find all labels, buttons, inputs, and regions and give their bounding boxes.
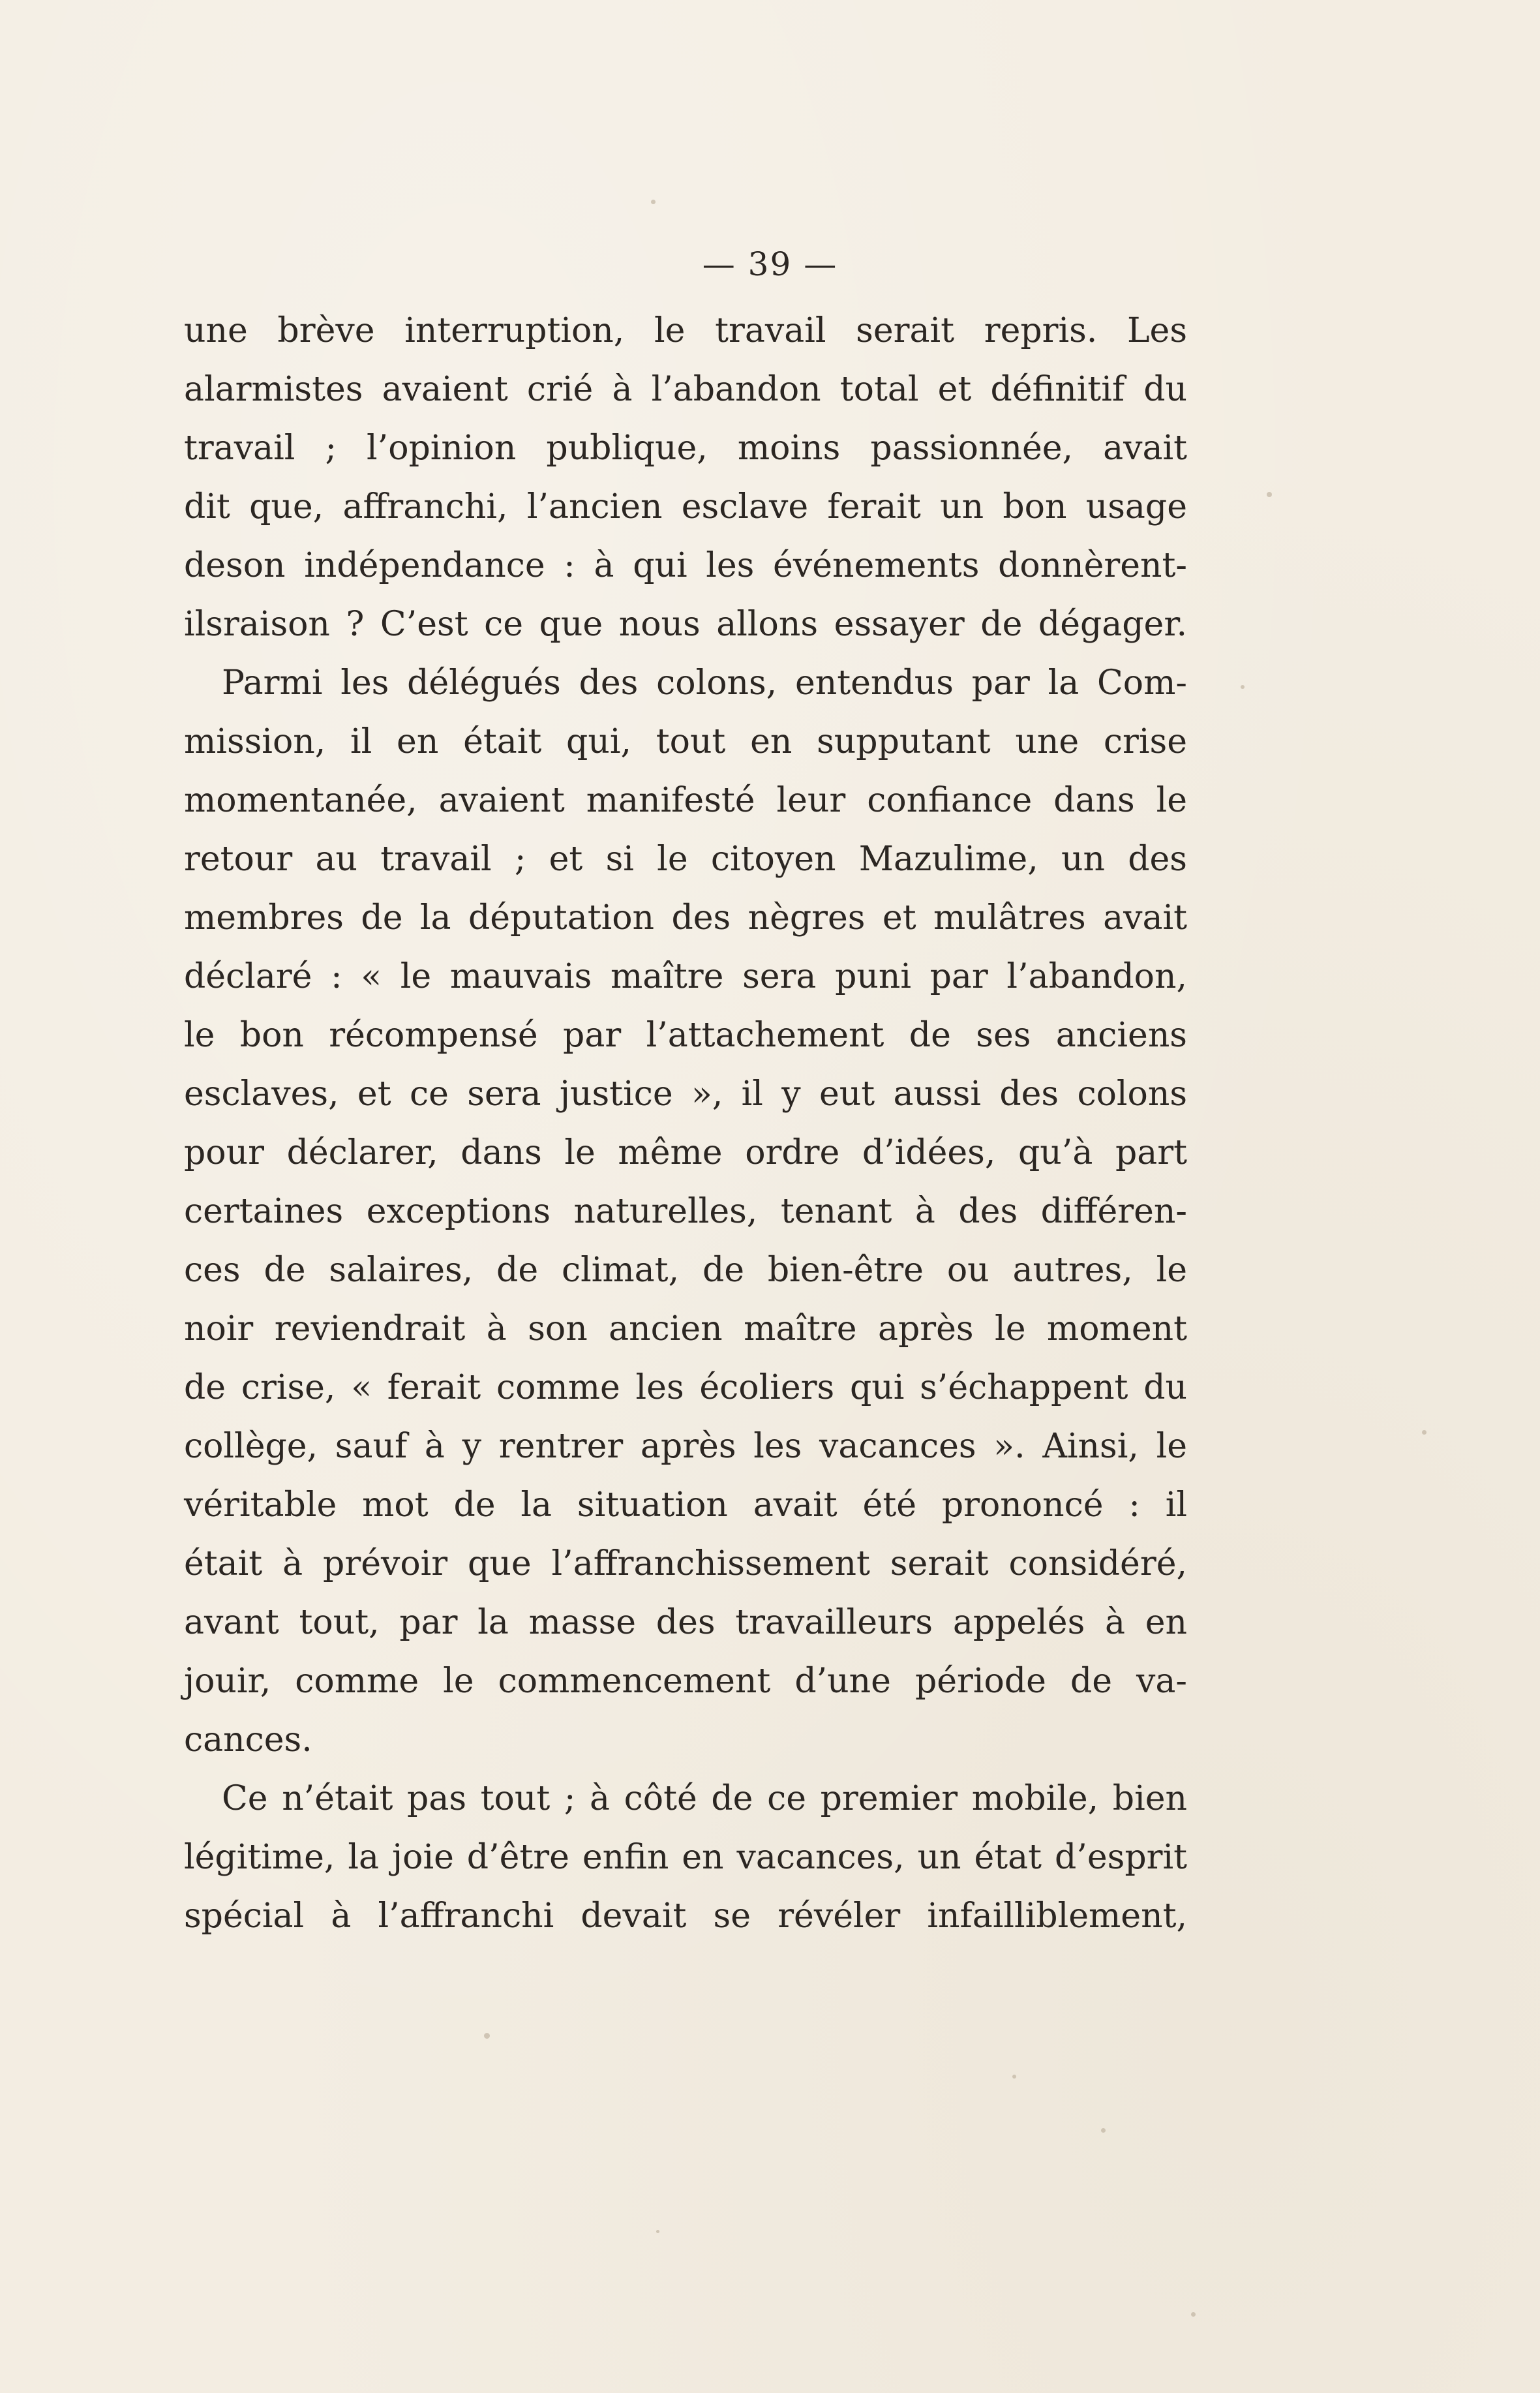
paper-speck (1267, 492, 1272, 497)
paragraph-end-line: cances. (184, 1720, 312, 1760)
paper-speck (1241, 685, 1245, 689)
paper-speck (1101, 2128, 1106, 2133)
text-line: jouir, comme le commencement d’une période de va- (184, 1662, 1187, 1701)
text-line: avant tout, par la masse des travailleurs appelés à en (184, 1603, 1187, 1642)
text-line: le bon récompensé par l’attachement de ses anciens (184, 1016, 1187, 1055)
paragraph-start-line: Parmi les délégués des colons, entendus par la Com- (222, 663, 1187, 703)
text-line: certaines exceptions naturelles, tenant à des différen- (184, 1192, 1187, 1231)
text-line: collège, sauf à y rentrer après les vacances ». Ainsi, le (184, 1427, 1187, 1466)
text-line: de crise, « ferait comme les écoliers qui s’échappent du (184, 1368, 1187, 1407)
paper-speck (484, 2033, 490, 2039)
text-line: ilsraison ? C’est ce que nous allons essayer de dégager. (184, 605, 1187, 644)
text-line: momentanée, avaient manifesté leur confiance dans le (184, 781, 1187, 820)
text-line: membres de la députation des nègres et mulâtres avait (184, 898, 1187, 937)
text-line: ces de salaires, de climat, de bien-être ou autres, le (184, 1251, 1187, 1290)
text-line: était à prévoir que l’affranchissement serait considéré, (184, 1544, 1187, 1583)
text-line: déclaré : « le mauvais maître sera puni par l’abandon, (184, 957, 1187, 996)
text-line: alarmistes avaient crié à l’abandon total et définitif du (184, 370, 1187, 409)
text-line: spécial à l’affranchi devait se révéler infailliblement, (184, 1897, 1187, 1936)
text-line: légitime, la joie d’être enfin en vacances, un état d’esprit (184, 1838, 1187, 1877)
text-line: deson indépendance : à qui les événements donnèrent- (184, 546, 1187, 585)
text-line: une brève interruption, le travail serait repris. Les (184, 311, 1187, 350)
text-line: noir reviendrait à son ancien maître après le moment (184, 1309, 1187, 1349)
paper-speck (1012, 2075, 1016, 2079)
paper-speck (1191, 2312, 1196, 2317)
text-line: pour déclarer, dans le même ordre d’idées, qu’à part (184, 1133, 1187, 1172)
text-line: mission, il en était qui, tout en supputant une crise (184, 722, 1187, 761)
paper-speck (651, 200, 656, 204)
paragraph-start-line: Ce n’était pas tout ; à côté de ce premier mobile, bien (222, 1779, 1187, 1818)
text-line: travail ; l’opinion publique, moins passionnée, avait (184, 429, 1187, 468)
body-text (184, 301, 1187, 1945)
text-line: esclaves, et ce sera justice », il y eut aussi des colons (184, 1075, 1187, 1114)
text-line: dit que, affranchi, l’ancien esclave ferait un bon usage (184, 487, 1187, 526)
paper-speck (656, 2230, 659, 2233)
paper-speck (1422, 1430, 1427, 1435)
page-number: — 39 — (702, 245, 838, 283)
text-line: véritable mot de la situation avait été prononcé : il (184, 1486, 1187, 1525)
text-line: retour au travail ; et si le citoyen Mazulime, un des (184, 840, 1187, 879)
